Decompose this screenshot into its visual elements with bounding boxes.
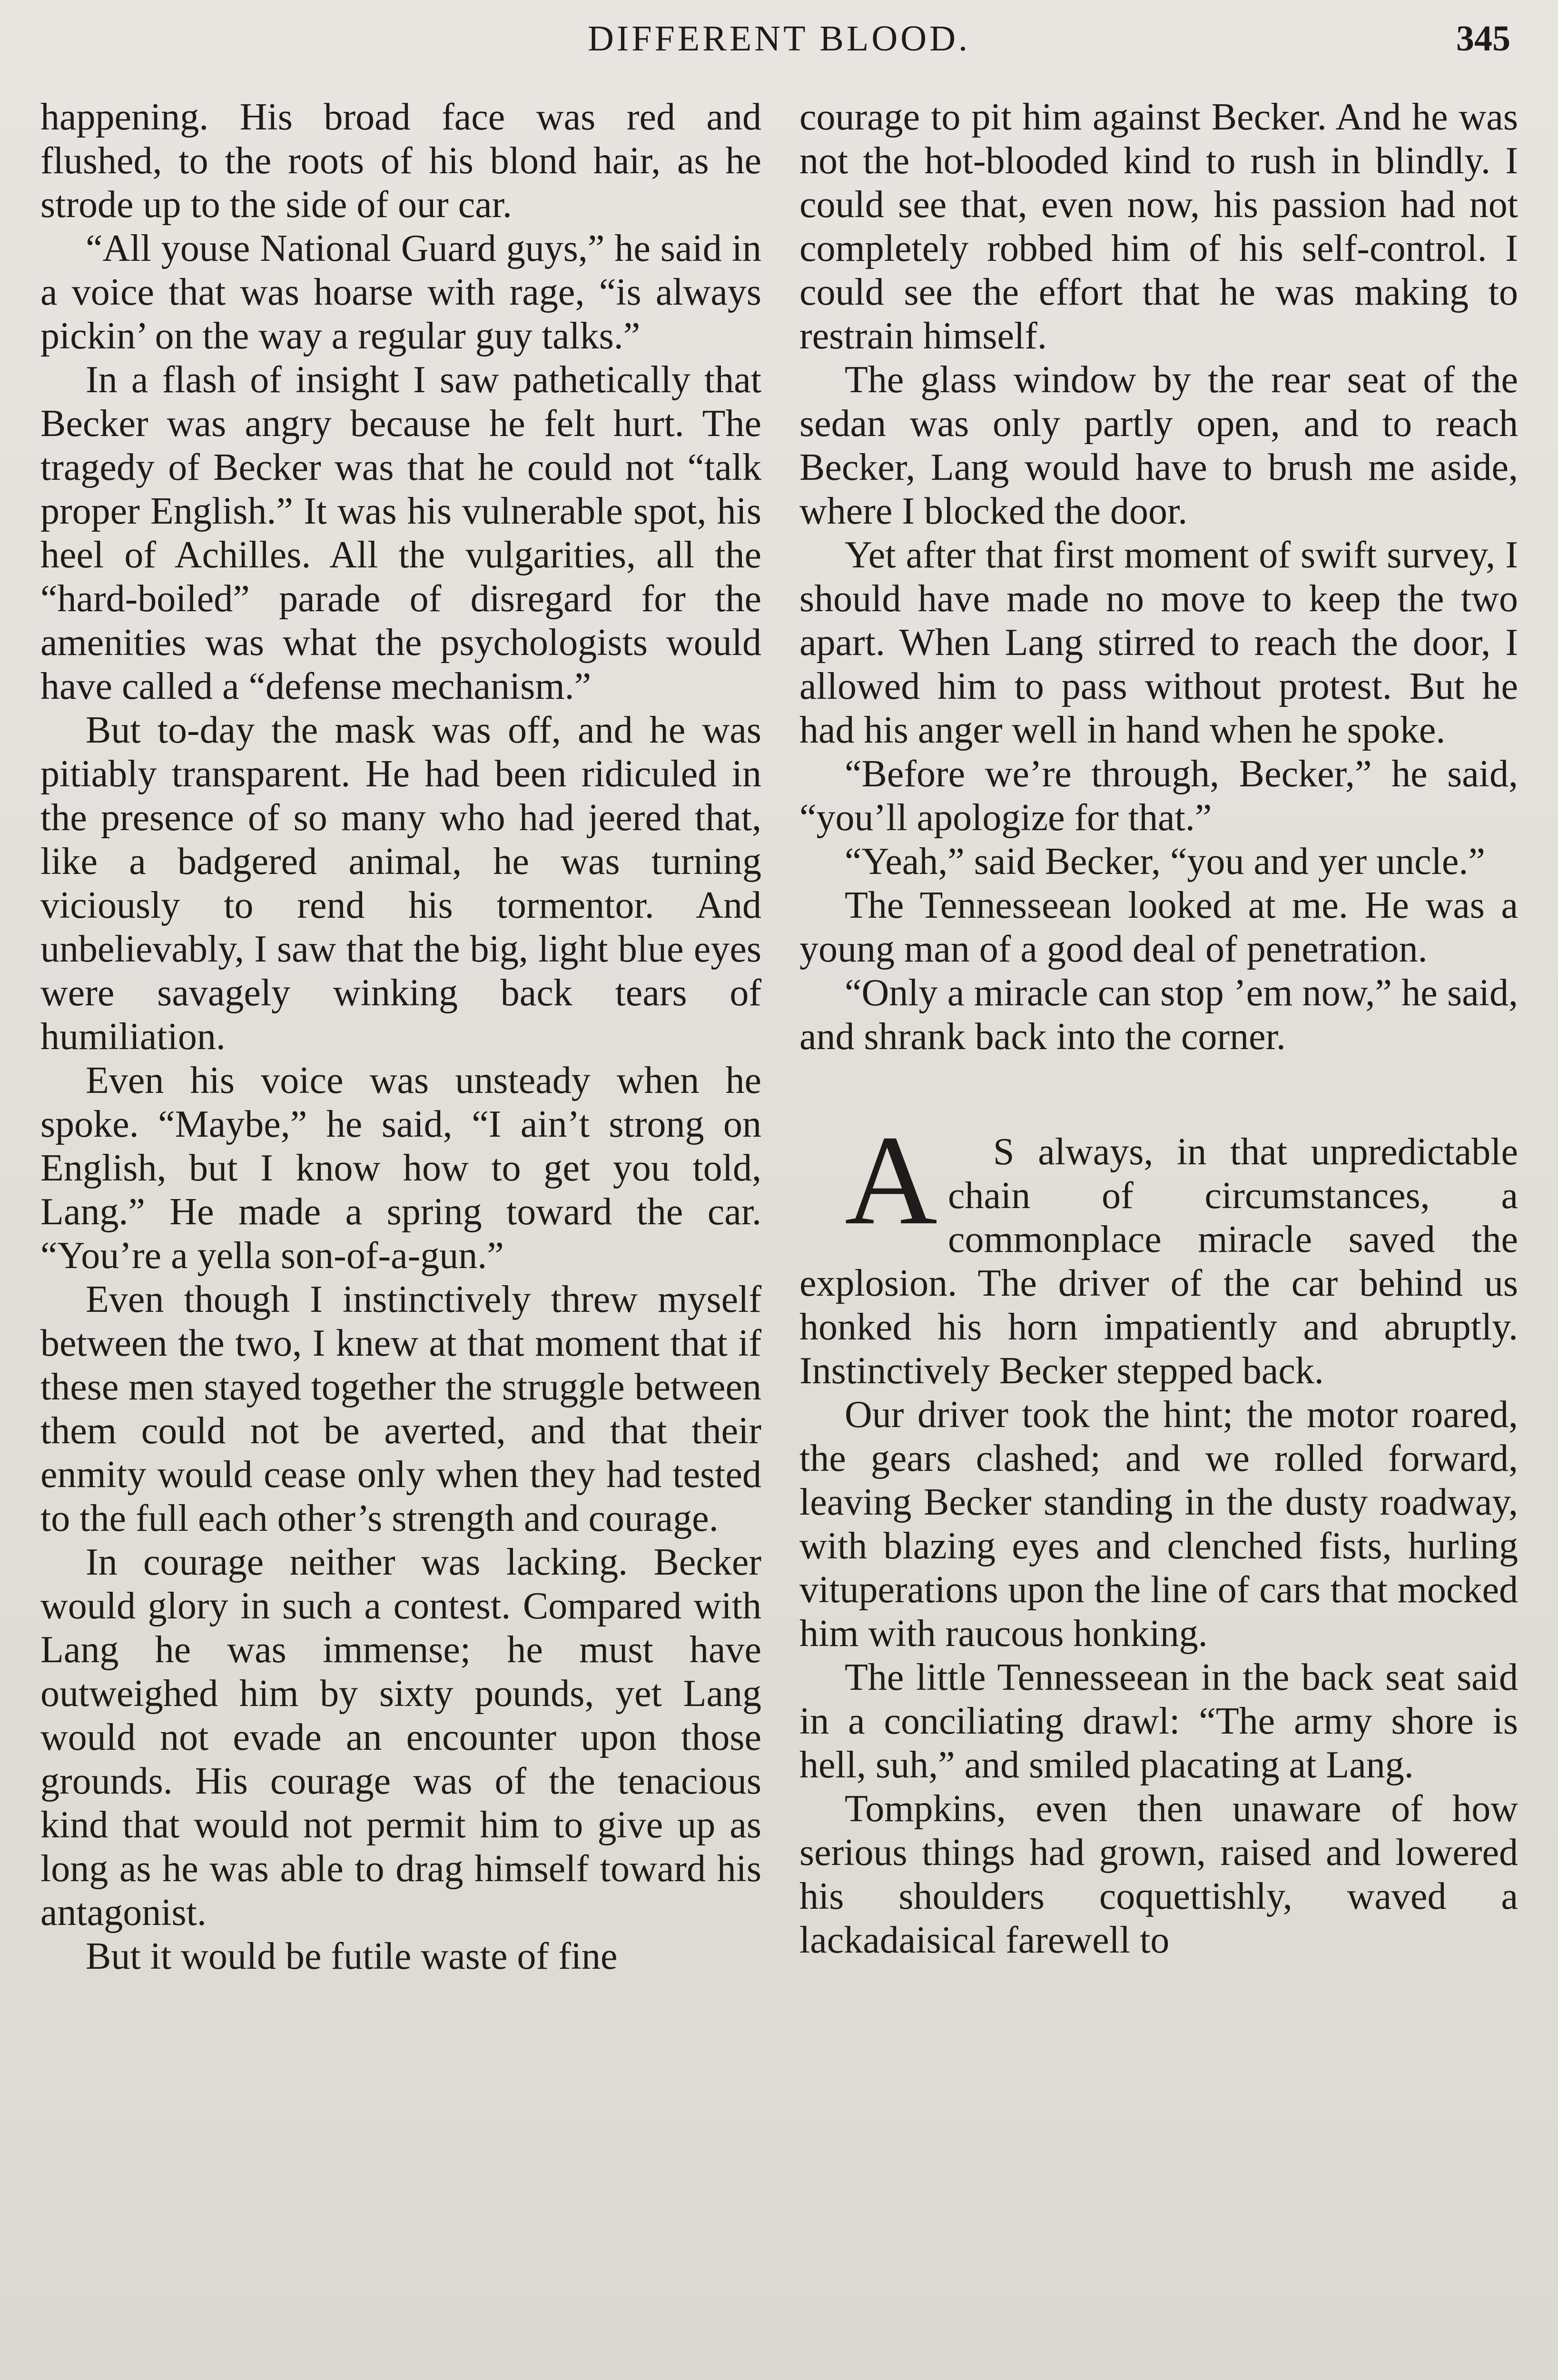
paragraph: “Only a miracle can stop ’em now,” he said, and shrank back into the corner. <box>799 972 1518 1058</box>
paragraph: “Before we’re through, Becker,” he said, “you’ll apologize for that.” <box>799 753 1518 839</box>
paragraph: Yet after that first moment of swift survey, I should have made no move to keep the two apart. When Lang stirred to reach the door, I allowed him to pass without protest. But he had his anger well in hand when he spoke. <box>799 534 1518 751</box>
running-title: DIFFERENT BLOOD. <box>588 19 970 59</box>
paragraph: happening. His broad face was red and flushed, to the roots of his blond hair, as he strode up to the side of our car. <box>40 96 761 226</box>
right-column <box>799 95 1518 1962</box>
paragraph: Our driver took the hint; the motor roared, the gears clashed; and we rolled forward, leaving Becker standing in the dusty roadway, with blazing eyes and clenched fists, hurling vituperations upon the line of cars that mocked him with raucous honking. <box>799 1394 1518 1655</box>
paragraph: In a flash of insight I saw pathetically that Becker was angry because he felt hurt. The tragedy of Becker was that he could not “talk proper English.” It was his vulnerable spot, his heel of Achilles. All the vulgarities, all the “hard-boiled” parade of disregard for the amenities was what the psychologists would have called a “defense mechanism.” <box>40 359 761 707</box>
page-number: 345 <box>1456 19 1510 59</box>
paragraph: Even his voice was unsteady when he spoke. “Maybe,” he said, “I ain’t strong on English, but I know how to get you told, Lang.” He made a spring toward the car. “You’re a yella son-of-a-gun.” <box>40 1060 761 1277</box>
paragraph: In courage neither was lacking. Becker would glory in such a contest. Compared with Lang he was immense; he must have outweighed him by sixty pounds, yet Lang would not evade an encounter upon those grounds. His courage was of the tenacious kind that would not permit him to give up as long as he was able to drag himself toward his antagonist. <box>40 1541 761 1934</box>
paragraph: But to-day the mask was off, and he was pitiably transparent. He had been ridiculed in the presence of so many who had jeered that, like a badgered animal, he was turning viciously to rend his tormentor. And unbelievably, I saw that the big, light blue eyes were savagely winking back tears of humiliation. <box>40 709 761 1058</box>
left-column <box>40 95 761 1978</box>
paragraph: “All youse National Guard guys,” he said in a voice that was hoarse with rage, “is always pickin’ on the way a regular guy talks.” <box>40 228 761 357</box>
drop-cap: A <box>845 1109 937 1251</box>
paragraph: The little Tennesseean in the back seat said in a conciliating drawl: “The army shore is hell, suh,” and smiled placating at Lang. <box>799 1656 1518 1786</box>
paragraph: “Yeah,” said Becker, “you and yer uncle.” <box>845 841 1485 883</box>
paragraph: Even though I instinctively threw myself between the two, I knew at that moment that if these men stayed together the struggle between them could not be averted, and that their enmity would cease only when they had tested to the full each other’s strength and courage. <box>40 1279 761 1539</box>
section-opening-paragraph <box>799 1109 1518 1393</box>
section-opening-text: S always, in that unpredictable chain of circumstances, a commonplace miracle saved the explosion. The driver of the car behind us honked his horn impatiently and abruptly. Instinctively Becker stepped back. <box>799 1131 1518 1392</box>
paragraph: The glass window by the rear seat of the sedan was only partly open, and to reach Becker, Lang would have to brush me aside, where I blocked the door. <box>799 359 1518 532</box>
paragraph: But it would be futile waste of fine <box>86 1935 618 1977</box>
paragraph: courage to pit him against Becker. And he was not the hot-blooded kind to rush in blindly. I could see that, even now, his passion had not completely robbed him of his self-control. I could see the effort that he was making to restrain himself. <box>799 96 1518 357</box>
paragraph: The Tennesseean looked at me. He was a young man of a good deal of penetration. <box>799 884 1518 970</box>
paragraph: Tompkins, even then unaware of how serious things had grown, raised and lowered his shoulders coquettishly, waved a lackadaisical farewell to <box>799 1788 1518 1961</box>
page-header <box>43 18 1515 70</box>
